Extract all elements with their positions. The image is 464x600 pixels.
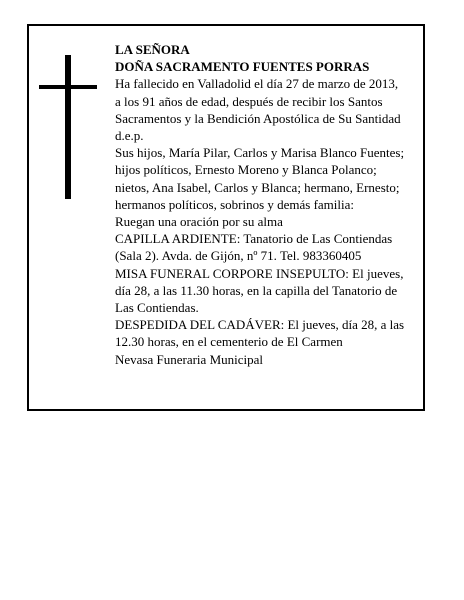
announcement-line: Ha fallecido en Valladolid el día 27 de marzo de 2013, <box>115 76 399 92</box>
funeral-home: Nevasa Funeraria Municipal <box>115 351 264 367</box>
farewell-line: 12.30 horas, en el cementerio de El Carmen <box>115 334 343 350</box>
funeral-line: día 28, a las 11.30 horas, en la capilla del Tanatorio de <box>115 282 398 298</box>
chapel-line: CAPILLA ARDIENTE: Tanatorio de Las Contiendas <box>115 231 393 247</box>
announcement-line: Sacramentos y la Bendición Apostólica de Su Santidad <box>115 110 401 126</box>
chapel-line: (Sala 2). Avda. de Gijón, nº 71. Tel. 983360405 <box>115 248 362 264</box>
family-line: Sus hijos, María Pilar, Carlos y Marisa Blanco Fuentes; <box>115 145 405 161</box>
deceased-name: DOÑA SACRAMENTO FUENTES PORRAS <box>115 59 370 75</box>
announcement-line: a los 91 años de edad, después de recibir los Santos <box>115 93 383 109</box>
cross-icon <box>39 55 97 199</box>
obituary-notice <box>27 24 425 411</box>
funeral-line: Las Contiendas. <box>115 300 199 316</box>
family-line: nietos, Ana Isabel, Carlos y Blanca; hermano, Ernesto; <box>115 179 400 195</box>
family-line: hijos políticos, Ernesto Moreno y Blanca Polanco; <box>115 162 377 178</box>
funeral-line: MISA FUNERAL CORPORE INSEPULTO: El jueves, <box>115 265 404 281</box>
announcement-line: d.e.p. <box>115 128 144 144</box>
notice-body <box>115 41 423 368</box>
family-line: Ruegan una oración por su alma <box>115 214 283 230</box>
notice-heading: LA SEÑORA <box>115 42 190 57</box>
farewell-line: DESPEDIDA DEL CADÁVER: El jueves, día 28, a las <box>115 317 405 333</box>
family-line: hermanos políticos, sobrinos y demás familia: <box>115 196 355 212</box>
